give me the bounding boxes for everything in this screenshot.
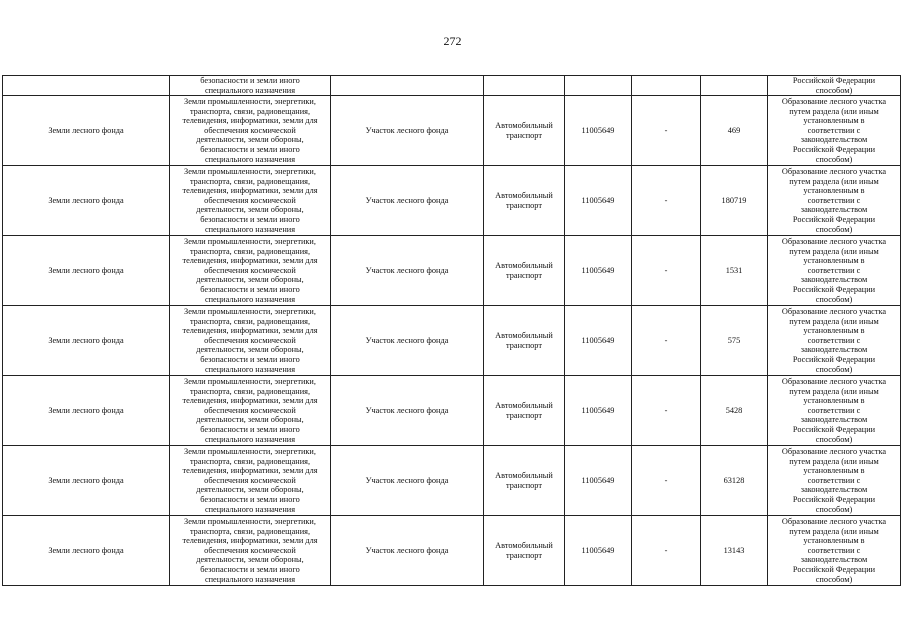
number-cell: 11005649 (565, 236, 632, 306)
area-cell: 469 (701, 96, 768, 166)
table-row (3, 376, 901, 446)
number-cell: 11005649 (565, 166, 632, 236)
land-use-line: Земли промышленности, энергетики, (184, 377, 316, 387)
method-line: соответствии с (807, 125, 861, 135)
land-use-line: безопасности и земли иного (200, 425, 300, 435)
method-line: соответствии с (807, 475, 861, 485)
area-cell: 575 (701, 306, 768, 376)
dash-cell: - (632, 446, 701, 516)
method-cell (768, 516, 901, 586)
land-use-line: обеспечения космической (204, 265, 296, 275)
method-line: путем раздела (или иным (789, 316, 879, 326)
land-use-cell (170, 166, 331, 236)
land-use-line: безопасности и земли иного (200, 495, 300, 505)
transport-line: Автомобильный (495, 121, 553, 131)
method-line: путем раздела (или иным (789, 386, 879, 396)
method-line: установленным в (803, 396, 865, 406)
number-cell: 11005649 (565, 516, 632, 586)
number-cell: 11005649 (565, 376, 632, 446)
method-line: Российской Федерации (792, 425, 876, 435)
land-use-line: телевидения, информатики, земли для (182, 536, 318, 546)
land-use-line: транспорта, связи, радиовещания, (189, 106, 311, 116)
method-line: установленным в (803, 186, 865, 196)
method-line: Российской Федерации (792, 76, 876, 85)
land-use-line: телевидения, информатики, земли для (182, 466, 318, 476)
land-use-line: специального назначения (204, 85, 296, 95)
land-use-line: безопасности и земли иного (200, 215, 300, 225)
land-use-line: Земли промышленности, энергетики, (184, 167, 316, 177)
method-line: соответствии с (807, 195, 861, 205)
number-cell (565, 76, 632, 96)
land-use-line: телевидения, информатики, земли для (182, 256, 318, 266)
area-cell (701, 76, 768, 96)
object-cell: Участок лесного фонда (331, 306, 484, 376)
land-use-line: телевидения, информатики, земли для (182, 116, 318, 126)
land-use-line: безопасности и земли иного (200, 145, 300, 155)
category-cell: Земли лесного фонда (3, 166, 170, 236)
dash-cell: - (632, 516, 701, 586)
transport-cell (484, 166, 565, 236)
land-use-cell (170, 376, 331, 446)
transport-line: Автомобильный (495, 401, 553, 411)
table-row (3, 446, 901, 516)
method-line: Образование лесного участка (781, 237, 887, 247)
land-use-line: обеспечения космической (204, 545, 296, 555)
land-use-cell (170, 516, 331, 586)
dash-cell: - (632, 96, 701, 166)
transport-line: транспорт (506, 480, 542, 490)
object-cell: Участок лесного фонда (331, 166, 484, 236)
method-line: законодательством (800, 345, 868, 355)
method-line: путем раздела (или иным (789, 456, 879, 466)
method-line: Российской Федерации (792, 565, 876, 575)
table-row (3, 166, 901, 236)
category-cell: Земли лесного фонда (3, 96, 170, 166)
land-use-line: специального назначения (204, 294, 296, 304)
method-cell (768, 236, 901, 306)
land-use-line: специального назначения (204, 434, 296, 444)
transport-line: Автомобильный (495, 261, 553, 271)
land-use-line: специального назначения (204, 154, 296, 164)
land-use-cell (170, 236, 331, 306)
object-cell: Участок лесного фонда (331, 236, 484, 306)
land-use-line: обеспечения космической (204, 475, 296, 485)
category-cell: Земли лесного фонда (3, 376, 170, 446)
method-line: способом) (815, 224, 853, 234)
table-row (3, 306, 901, 376)
table-row-continuation (3, 76, 901, 96)
method-line: способом) (815, 294, 853, 304)
land-use-line: телевидения, информатики, земли для (182, 186, 318, 196)
method-line: законодательством (800, 275, 868, 285)
object-cell: Участок лесного фонда (331, 376, 484, 446)
method-line: Российской Федерации (792, 495, 876, 505)
transport-cell (484, 516, 565, 586)
method-line: законодательством (800, 415, 868, 425)
area-cell: 13143 (701, 516, 768, 586)
land-use-line: деятельности, земли обороны, (196, 135, 304, 145)
method-cell (768, 96, 901, 166)
method-line: Образование лесного участка (781, 97, 887, 107)
object-cell: Участок лесного фонда (331, 516, 484, 586)
transport-line: транспорт (506, 130, 542, 140)
land-use-line: обеспечения космической (204, 405, 296, 415)
transport-cell (484, 376, 565, 446)
land-use-line: специального назначения (204, 504, 296, 514)
transport-line: транспорт (506, 410, 542, 420)
table-row (3, 516, 901, 586)
transport-line: транспорт (506, 340, 542, 350)
land-use-line: обеспечения космической (204, 335, 296, 345)
land-use-line: деятельности, земли обороны, (196, 555, 304, 565)
method-line: способом) (815, 85, 853, 95)
area-cell: 5428 (701, 376, 768, 446)
method-line: установленным в (803, 116, 865, 126)
land-use-line: Земли промышленности, энергетики, (184, 97, 316, 107)
method-line: Образование лесного участка (781, 517, 887, 527)
category-cell: Земли лесного фонда (3, 306, 170, 376)
transport-line: Автомобильный (495, 471, 553, 481)
transport-cell (484, 446, 565, 516)
number-cell: 11005649 (565, 446, 632, 516)
number-cell: 11005649 (565, 96, 632, 166)
dash-cell: - (632, 376, 701, 446)
category-cell: Земли лесного фонда (3, 516, 170, 586)
land-use-line: деятельности, земли обороны, (196, 205, 304, 215)
method-line: соответствии с (807, 335, 861, 345)
object-cell: Участок лесного фонда (331, 446, 484, 516)
method-cell (768, 166, 901, 236)
method-line: установленным в (803, 256, 865, 266)
land-use-line: деятельности, земли обороны, (196, 275, 304, 285)
table-row (3, 236, 901, 306)
area-cell: 63128 (701, 446, 768, 516)
method-cell (768, 306, 901, 376)
land-use-line: обеспечения космической (204, 125, 296, 135)
transport-line: Автомобильный (495, 541, 553, 551)
object-cell (331, 76, 484, 96)
transport-cell (484, 76, 565, 96)
transport-line: Автомобильный (495, 191, 553, 201)
page-number: 272 (443, 34, 462, 48)
land-use-line: деятельности, земли обороны, (196, 415, 304, 425)
land-use-line: безопасности и земли иного (200, 355, 300, 365)
transport-line: Автомобильный (495, 331, 553, 341)
land-use-line: телевидения, информатики, земли для (182, 326, 318, 336)
number-cell: 11005649 (565, 306, 632, 376)
method-line: путем раздела (или иным (789, 106, 879, 116)
land-use-line: безопасности и земли иного (200, 76, 300, 85)
transport-cell (484, 306, 565, 376)
area-cell: 1531 (701, 236, 768, 306)
method-line: путем раздела (или иным (789, 526, 879, 536)
method-line: Образование лесного участка (781, 377, 887, 387)
land-use-line: безопасности и земли иного (200, 285, 300, 295)
land-use-line: транспорта, связи, радиовещания, (189, 386, 311, 396)
land-use-line: транспорта, связи, радиовещания, (189, 526, 311, 536)
land-use-line: телевидения, информатики, земли для (182, 396, 318, 406)
dash-cell: - (632, 166, 701, 236)
object-cell: Участок лесного фонда (331, 96, 484, 166)
land-use-line: обеспечения космической (204, 195, 296, 205)
category-cell: Земли лесного фонда (3, 236, 170, 306)
dash-cell: - (632, 236, 701, 306)
land-registry-table (2, 75, 901, 586)
land-use-cell (170, 446, 331, 516)
method-line: законодательством (800, 135, 868, 145)
method-line: установленным в (803, 466, 865, 476)
dash-cell (632, 76, 701, 96)
method-cell (768, 446, 901, 516)
table-row (3, 96, 901, 166)
method-line: способом) (815, 364, 853, 374)
dash-cell: - (632, 306, 701, 376)
transport-line: транспорт (506, 270, 542, 280)
land-use-line: транспорта, связи, радиовещания, (189, 316, 311, 326)
method-line: установленным в (803, 536, 865, 546)
method-line: путем раздела (или иным (789, 176, 879, 186)
land-use-line: Земли промышленности, энергетики, (184, 517, 316, 527)
method-line: Образование лесного участка (781, 167, 887, 177)
land-use-line: специального назначения (204, 224, 296, 234)
method-line: Образование лесного участка (781, 307, 887, 317)
land-use-line: специального назначения (204, 364, 296, 374)
method-line: путем раздела (или иным (789, 246, 879, 256)
method-line: установленным в (803, 326, 865, 336)
area-cell: 180719 (701, 166, 768, 236)
land-use-line: специального назначения (204, 574, 296, 584)
transport-cell (484, 96, 565, 166)
method-line: соответствии с (807, 405, 861, 415)
land-use-line: транспорта, связи, радиовещания, (189, 176, 311, 186)
land-use-line: деятельности, земли обороны, (196, 345, 304, 355)
land-use-line: Земли промышленности, энергетики, (184, 237, 316, 247)
land-use-line: транспорта, связи, радиовещания, (189, 456, 311, 466)
method-line: Российской Федерации (792, 355, 876, 365)
method-line: законодательством (800, 555, 868, 565)
method-line: соответствии с (807, 265, 861, 275)
method-line: законодательством (800, 205, 868, 215)
method-line: Образование лесного участка (781, 447, 887, 457)
transport-cell (484, 236, 565, 306)
transport-line: транспорт (506, 200, 542, 210)
method-line: Российской Федерации (792, 215, 876, 225)
method-line: законодательством (800, 485, 868, 495)
method-line: способом) (815, 574, 853, 584)
category-cell: Земли лесного фонда (3, 446, 170, 516)
table-body (3, 76, 901, 586)
method-line: Российской Федерации (792, 145, 876, 155)
category-cell (3, 76, 170, 96)
land-use-line: транспорта, связи, радиовещания, (189, 246, 311, 256)
method-line: способом) (815, 154, 853, 164)
method-cell (768, 376, 901, 446)
land-use-line: деятельности, земли обороны, (196, 485, 304, 495)
method-line: способом) (815, 504, 853, 514)
method-cell (768, 76, 901, 96)
land-use-line: безопасности и земли иного (200, 565, 300, 575)
land-use-line: Земли промышленности, энергетики, (184, 307, 316, 317)
land-use-cell (170, 306, 331, 376)
method-line: способом) (815, 434, 853, 444)
transport-line: транспорт (506, 550, 542, 560)
land-use-cell (170, 76, 331, 96)
land-use-line: Земли промышленности, энергетики, (184, 447, 316, 457)
method-line: Российской Федерации (792, 285, 876, 295)
land-use-cell (170, 96, 331, 166)
method-line: соответствии с (807, 545, 861, 555)
